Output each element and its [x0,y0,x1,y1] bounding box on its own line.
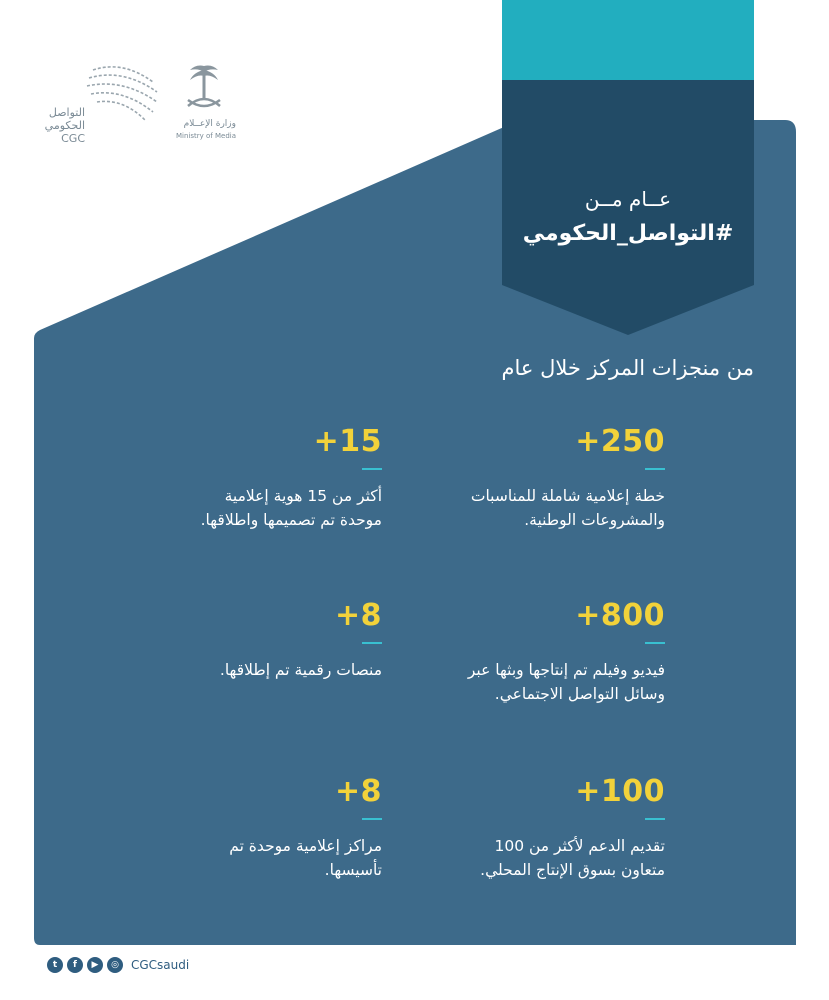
palm-swords-emblem-icon [182,62,226,114]
stat-item [455,774,665,882]
cgc-arabic-line1: التواصل [48,106,85,119]
section-title: من منجزات المركز خلال عام [501,356,754,380]
ministry-logo [170,62,240,147]
stat-item [455,424,665,532]
stat-description: أكثر من 15 هوية إعلامية موحدة تم تصميمها واطلاقها. [200,487,382,529]
stat-item [182,598,382,682]
stat-underline [645,818,665,820]
stat-underline [362,468,382,470]
twitter-icon[interactable]: t [47,957,63,973]
stat-underline [645,642,665,644]
facebook-icon[interactable]: f [67,957,83,973]
stat-value: +8 [334,598,382,633]
stat-underline [362,818,382,820]
stat-description: منصات رقمية تم إطلاقها. [219,661,382,679]
hero-line2: #التواصل_الحكومي [522,221,734,246]
stat-item [182,774,382,882]
ministry-arabic: وزارة الإعــلام [183,119,236,129]
cgc-arabic-line2: الحكومي [44,119,85,132]
stat-item [455,598,665,706]
stat-description: تقديم الدعم لأكثر من 100 متعاون بسوق الإنتاج المحلي. [480,837,665,879]
stat-underline [645,468,665,470]
stat-underline [362,642,382,644]
stat-value: +100 [575,774,665,809]
cgc-logo [38,62,163,147]
stat-item [182,424,382,532]
social-links [47,957,189,973]
stat-value: +250 [575,424,665,459]
stat-value: +800 [575,598,665,633]
cgc-emblem-icon [83,62,163,132]
social-handle[interactable]: CGCsaudi [131,958,190,972]
stat-description: مراكز إعلامية موحدة تم تأسيسها. [229,837,382,879]
hero-line1: عــام مــن [584,187,672,211]
stat-value: +15 [313,424,382,459]
youtube-icon[interactable]: ▶ [87,957,103,973]
ministry-latin: Ministry of Media [176,132,236,140]
stat-value: +8 [334,774,382,809]
stat-description: خطة إعلامية شاملة للمناسبات والمشروعات الوطنية. [470,487,665,529]
stat-description: فيديو وفيلم تم إنتاجها وبثها عبر وسائل التواصل الاجتماعي. [467,661,665,703]
hero-title [513,186,743,250]
instagram-icon[interactable]: ◎ [107,957,123,973]
cgc-latin: CGC [61,132,85,145]
